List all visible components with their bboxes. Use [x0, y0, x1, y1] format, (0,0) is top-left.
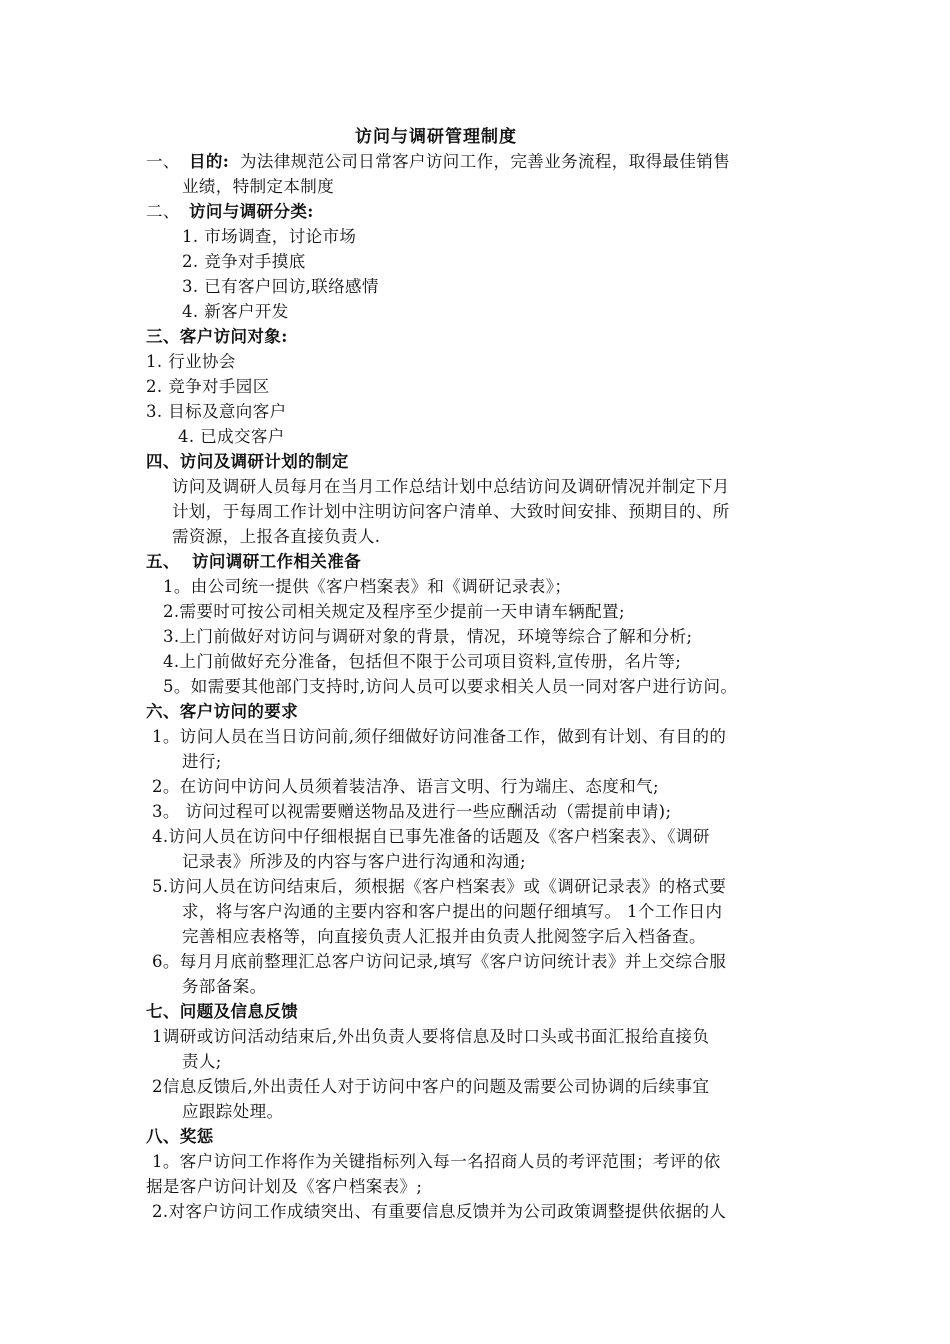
- section-6-text-line: 进行;: [182, 752, 222, 771]
- section-1-text-line-2: 业绩，特制定本制度: [182, 177, 335, 196]
- section-8-text-line: 2.对客户访问工作成绩突出、有重要信息反馈并为公司政策调整提供依据的人: [152, 1202, 727, 1221]
- section-6-heading: 六、客户访问的要求: [146, 702, 299, 721]
- section-5-item: 1。由公司统一提供《客户档案表》和《调研记录表》；: [163, 577, 572, 596]
- section-5-item: 3.上门前做好对访问与调研对象的背景，情况，环境等综合了解和分析;: [163, 627, 693, 646]
- section-6-text-line: 1。访问人员在当日访问前,须仔细做好访问准备工作，做到有计划、有目的的: [152, 727, 727, 746]
- section-5-item: 5。如需要其他部门支持时,访问人员可以要求相关人员一同对客户进行访问。: [163, 677, 738, 696]
- section-8-heading: 八、奖惩: [146, 1127, 214, 1146]
- section-4-text-line: 需资源，上报各直接负责人.: [172, 527, 381, 546]
- section-8-text-line: 据是客户访问计划及《客户档案表》;: [146, 1177, 423, 1196]
- section-2-item: 1. 市场调查，讨论市场: [182, 227, 357, 246]
- section-6-text-line: 求，将与客户沟通的主要内容和客户提出的问题仔细填写。 1个工作日内: [182, 902, 723, 921]
- section-3-item: 2. 竞争对手园区: [146, 377, 270, 396]
- section-6-text-line: 完善相应表格等，向直接负责人汇报并由负责人批阅签字后入档备查。: [182, 927, 706, 946]
- section-3-item: 1. 行业协会: [146, 352, 236, 371]
- section-4-heading: 四、访问及调研计划的制定: [146, 452, 349, 471]
- section-7-text-line: 应跟踪处理。: [182, 1102, 284, 1121]
- section-5-number: 五、: [146, 552, 180, 571]
- section-6-text-line: 5.访问人员在访问结束后，须根据《客户档案表》或《调研记录表》的格式要: [152, 877, 727, 896]
- section-2-item: 4. 新客户开发: [182, 302, 289, 321]
- section-6-text-line: 记录表》所涉及的内容与客户进行沟通和沟通;: [182, 852, 526, 871]
- document-title: 访问与调研管理制度: [355, 127, 517, 147]
- section-7-text-line: 责人;: [182, 1052, 222, 1071]
- section-7-heading: 七、问题及信息反馈: [146, 1002, 299, 1021]
- section-5-heading: 访问调研工作相关准备: [192, 552, 361, 571]
- section-1-text-line-1: 为法律规范公司日常客户访问工作，完善业务流程，取得最佳销售: [240, 152, 731, 171]
- section-5-item: 4.上门前做好充分准备，包括但不限于公司项目资料,宣传册，名片等;: [163, 652, 682, 671]
- section-6-text-line: 4.访问人员在访问中仔细根据自已事先准备的话题及《客户档案表》、《调研: [152, 827, 710, 846]
- section-2-number: 二、: [146, 202, 180, 221]
- section-6-text-line: 务部备案。: [182, 977, 267, 996]
- section-2-item: 3. 已有客户回访,联络感情: [182, 277, 379, 296]
- section-6-text-line: 6。每月月底前整理汇总客户访问记录,填写《客户访问统计表》并上交综合服: [152, 952, 727, 971]
- section-6-text-line: 2。在访问中访问人员须着装洁净、语言文明、行为端庄、态度和气;: [152, 777, 659, 796]
- section-5-item: 2.需要时可按公司相关规定及程序至少提前一天申请车辆配置;: [163, 602, 625, 621]
- section-6-text-line: 3。 访问过程可以视需要赠送物品及进行一些应酬活动（需提前申请);: [152, 802, 672, 821]
- section-3-item: 4. 已成交客户: [178, 427, 285, 446]
- section-8-text-line: 1。客户访问工作将作为关键指标列入每一名招商人员的考评范围；考评的依: [152, 1152, 721, 1171]
- section-2-item: 2. 竞争对手摸底: [182, 252, 306, 271]
- section-1-number: 一、: [146, 152, 180, 171]
- section-1-heading: 目的:: [189, 152, 230, 171]
- section-2-heading: 访问与调研分类:: [189, 202, 314, 221]
- section-7-text-line: 1调研或访问活动结束后,外出负责人要将信息及时口头或书面汇报给直接负: [152, 1027, 710, 1046]
- section-4-text-line: 计划，于每周工作计划中注明访问客户清单、大致时间安排、预期目的、所: [172, 502, 730, 521]
- section-3-item: 3. 目标及意向客户: [146, 402, 287, 421]
- section-7-text-line: 2信息反馈后,外出责任人对于访问中客户的问题及需要公司协调的后续事宜: [152, 1077, 710, 1096]
- section-3-heading: 三、客户访问对象:: [146, 327, 288, 346]
- section-4-text-line: 访问及调研人员每月在当月工作总结计划中总结访问及调研情况并制定下月: [172, 477, 730, 496]
